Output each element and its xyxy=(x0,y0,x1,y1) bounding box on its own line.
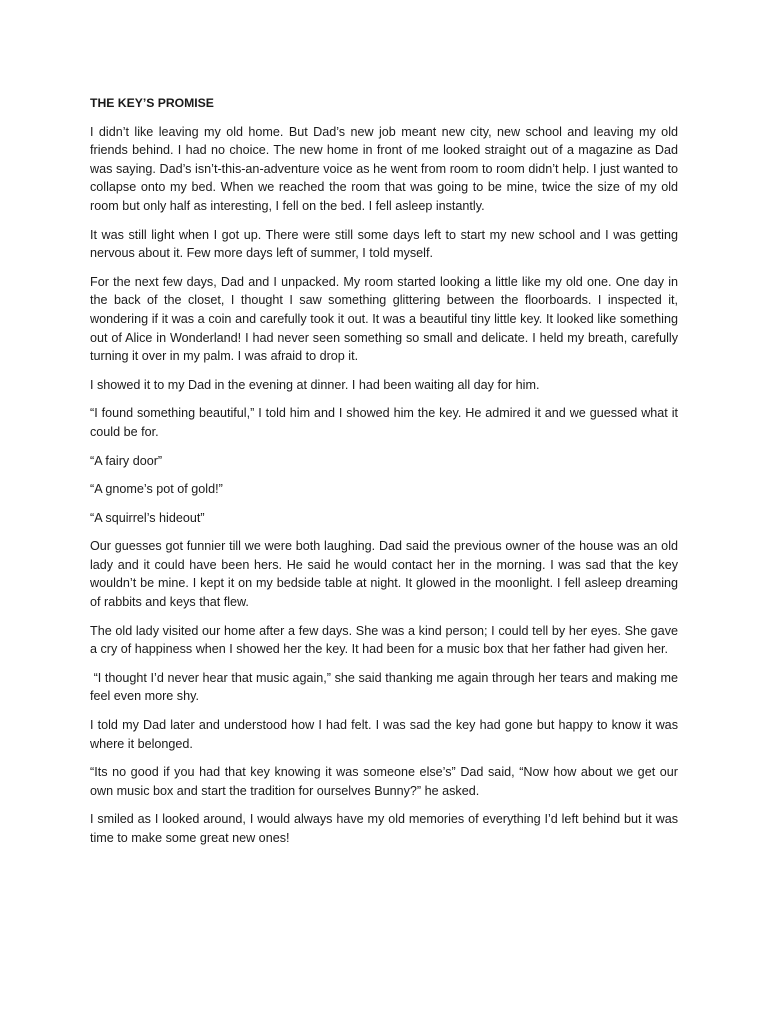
paragraph-4: I showed it to my Dad in the evening at dinner. I had been waiting all day for him. xyxy=(90,377,540,392)
paragraph-7: “A gnome’s pot of gold!” xyxy=(90,482,223,497)
paragraph-1: I didn’t like leaving my old home. But Dad’s new job meant new city, new school and leaving my old friends behind. I had no choice. The new home in front of me looked straight out of a magazine as Dad was saying. Dad’s isn’t-this-an-adventure voice as he went from room to room didn’t help. I just wanted to collapse onto my bed. When we reached the room that was going to be mine, twice the size of my old room but only half as interesting, I fell on the bed. I fell asleep instantly. xyxy=(90,124,678,213)
paragraph-13: “Its no good if you had that key knowing it was someone else’s” Dad said, “Now how about we get our own music box and start the tradition for ourselves Bunny?” he asked. xyxy=(90,765,678,798)
paragraph-14: I smiled as I looked around, I would always have my old memories of everything I’d left behind but it was time to make some great new ones! xyxy=(90,812,678,845)
paragraph-9: Our guesses got funnier till we were both laughing. Dad said the previous owner of the house was an old lady and it could have been hers. He said he would contact her in the morning. I was sad that the key wouldn’t be mine. I kept it on my bedside table at night. It glowed in the moonlight. I fell asleep dreaming of rabbits and keys that flew. xyxy=(90,539,678,610)
paragraph-11: “I thought I’d never hear that music again,” she said thanking me again through her tears and making me feel even more shy. xyxy=(90,670,678,704)
paragraph-5: “I found something beautiful,” I told him and I showed him the key. He admired it and we guessed what it could be for. xyxy=(90,406,678,439)
paragraph-12: I told my Dad later and understood how I had felt. I was sad the key had gone but happy to know it was where it belonged. xyxy=(90,718,678,751)
paragraph-3: For the next few days, Dad and I unpacked. My room started looking a little like my old one. One day in the back of the closet, I thought I saw something glittering between the floorboards. I inspected it, wondering if it was a coin and carefully took it out. It was a beautiful tiny little key. It looked like something out of Alice in Wonderland! I had never seen something so small and delicate. I held my breath, carefully turning it over in my palm. I was afraid to drop it. xyxy=(90,274,678,364)
paragraph-6: “A fairy door” xyxy=(90,453,163,468)
paragraph-2: It was still light when I got up. There were still some days left to start my new school and I was getting nervous about it. Few more days left of summer, I told myself. xyxy=(90,227,678,261)
paragraph-8: “A squirrel’s hideout” xyxy=(90,510,205,525)
paragraph-10: The old lady visited our home after a few days. She was a kind person; I could tell by her eyes. She gave a cry of happiness when I showed her the key. It had been for a music box that her father had given her. xyxy=(90,623,678,657)
document-title: THE KEY’S PROMISE xyxy=(90,96,214,110)
document-body xyxy=(90,94,678,858)
